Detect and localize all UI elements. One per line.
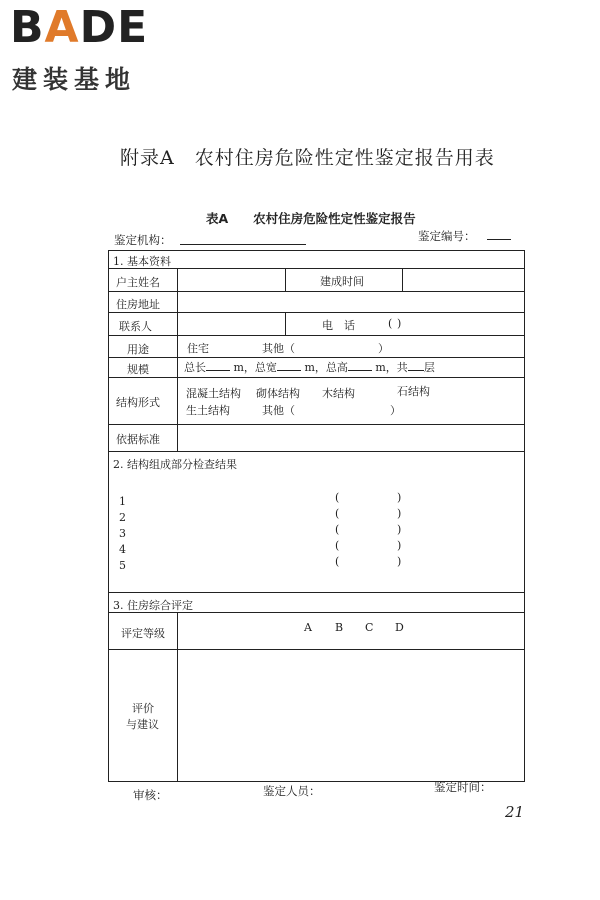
inspection-paren-open-2: (: [335, 507, 340, 520]
structure-other: 其他（: [262, 404, 295, 417]
scale-floors: 层: [423, 361, 435, 374]
inspection-item-1: 1: [119, 495, 126, 508]
grade-a: A: [304, 621, 312, 634]
institution-blank-line: [180, 244, 306, 245]
contact-label: 联系人: [119, 320, 152, 333]
basis-label: 依据标准: [116, 433, 160, 446]
grade-c: C: [365, 621, 374, 634]
phone-paren-open: (: [388, 317, 393, 330]
width-blank: [277, 360, 301, 371]
appendix-title: 附录A 农村住房危险性定性鉴定报告用表: [120, 147, 495, 169]
inspection-paren-close-3: ): [397, 523, 402, 536]
inspection-paren-close-4: ): [397, 539, 402, 552]
inspection-paren-open-4: (: [335, 539, 340, 552]
address-label: 住房地址: [116, 298, 160, 311]
footer-appraiser: 鉴定人员：: [263, 784, 321, 798]
inspection-paren-open-5: (: [335, 555, 340, 568]
inspection-paren-close-1: ): [397, 491, 402, 504]
section2-title: 2. 结构组成部分检查结果: [113, 458, 237, 471]
brand-logo: [10, 2, 149, 53]
floors-blank: [408, 360, 424, 371]
inspection-item-5: 5: [119, 559, 126, 572]
logo-letters-de: DE: [79, 2, 149, 53]
evaluation-label-line1: 评价: [132, 702, 154, 715]
scale-line: [184, 359, 435, 375]
rating-label: 评定等级: [121, 627, 165, 640]
inspection-item-3: 3: [119, 527, 126, 540]
structure-concrete: 混凝土结构: [186, 387, 241, 400]
table-caption: 表A 农村住房危险性定性鉴定报告: [206, 211, 416, 226]
institution-field: [114, 232, 172, 248]
footer-date: 鉴定时间：: [434, 780, 492, 794]
build-time-label: 建成时间: [320, 275, 364, 288]
scale-total-length: 总长: [184, 361, 206, 374]
inspection-item-4: 4: [119, 543, 126, 556]
phone-label: 电 话: [322, 319, 355, 332]
length-blank: [206, 360, 230, 371]
structure-wood: 木结构: [322, 387, 355, 400]
scale-m1: m，总宽: [233, 361, 277, 374]
scale-label: 规模: [127, 363, 149, 376]
structure-masonry: 砌体结构: [256, 387, 300, 400]
usage-label: 用途: [127, 343, 149, 356]
inspection-item-2: 2: [119, 511, 126, 524]
number-blank-line: [487, 239, 511, 240]
logo-subtitle: 建装基地: [12, 65, 137, 94]
grade-b: B: [335, 621, 344, 634]
footer-review: 审核：: [133, 788, 168, 802]
inspection-paren-close-5: ): [397, 555, 402, 568]
grade-d: D: [395, 621, 404, 634]
owner-name-label: 户主姓名: [116, 276, 160, 289]
number-field: [418, 228, 476, 244]
section3-title: 3. 住房综合评定: [113, 599, 193, 612]
height-blank: [348, 360, 372, 371]
structure-label: 结构形式: [116, 396, 160, 409]
scale-m3: m，共: [375, 361, 408, 374]
scale-m2: m，总高: [304, 361, 348, 374]
logo-letter-a: A: [44, 2, 80, 53]
inspection-paren-open-3: (: [335, 523, 340, 536]
structure-other-close: ）: [390, 404, 401, 417]
usage-residence: 住宅: [187, 342, 209, 355]
logo-letter-b: B: [10, 2, 45, 53]
structure-stone: 石结构: [397, 385, 430, 398]
section1-title: 1. 基本资料: [113, 255, 171, 268]
usage-other-close: ）: [378, 342, 389, 355]
institution-label: 鉴定机构：: [114, 233, 172, 247]
page-number: 21: [505, 803, 525, 821]
number-label: 鉴定编号：: [418, 229, 476, 243]
structure-earth: 生土结构: [186, 404, 230, 417]
phone-paren-close: ): [397, 317, 402, 330]
evaluation-label-line2: 与建议: [126, 718, 159, 731]
inspection-paren-close-2: ): [397, 507, 402, 520]
inspection-paren-open-1: (: [335, 491, 340, 504]
usage-other: 其他（: [262, 342, 295, 355]
